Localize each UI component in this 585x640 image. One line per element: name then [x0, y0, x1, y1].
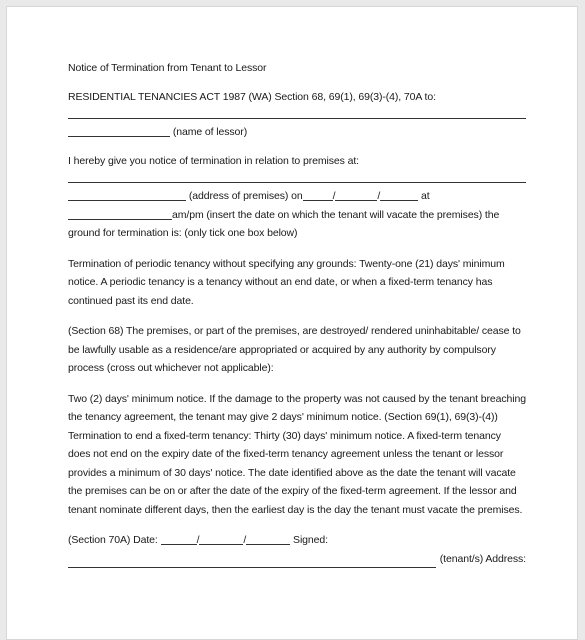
address-label: (address of premises) on [188, 190, 303, 202]
year-blank[interactable] [380, 188, 418, 201]
act-line: RESIDENTIAL TENANCIES ACT 1987 (WA) Section 68, 69(1), 69(3)-(4), 70A to: [68, 90, 436, 103]
date-separator: / [332, 190, 336, 202]
sign-day-blank[interactable] [161, 532, 197, 545]
periodic-paragraph: Termination of periodic tenancy without specifying any grounds: Twenty-one (21) days' minimum notice. A periodic tenancy is a tenancy without an end date, or when a fixed-term tenancy has continued past its end date. [68, 257, 505, 307]
address-blank[interactable] [68, 188, 186, 201]
ampm-text: am/pm (insert the date on which the tenant will vacate the premises) the [172, 208, 500, 221]
lessor-label: (name of lessor) [172, 126, 248, 138]
at-label: at [421, 190, 430, 202]
document-title: Notice of Termination from Tenant to Lessor [68, 62, 267, 74]
date-separator: / [196, 534, 200, 546]
notice-intro: I hereby give you notice of termination in relation to premises at: [68, 154, 359, 167]
month-blank[interactable] [332, 188, 377, 202]
date-separator: / [377, 190, 381, 202]
date-separator: / [243, 534, 247, 546]
sign-month-blank[interactable] [196, 532, 243, 546]
signed-label: Signed: [293, 534, 328, 546]
sign-year-blank[interactable] [246, 532, 290, 545]
ground-text: ground for termination is: (only tick one box below) [68, 227, 298, 239]
two-days-paragraph: Two (2) days' minimum notice. If the damage to the property was not caused by the tenant breaching the tenancy agreement, the tenant may give 2 days' minimum notice. (Section 69(1), 69(3)-(4)) Termination to end a fixed-term tenancy: Thirty (30) days' minimum notice. A fixed-term tenancy does not end on the expiry date of the fixed-term tenancy agreement unless the tenant or lessor provides a minimum of 30 days' notice. The date identified above as the date the tenant will vacate the premises can be on or after the date of the expiry of the fixed-term agreement. If the lessor and tenant nominate different days, then the earliest day is the day the tenant must vacate the premises. [68, 392, 526, 516]
tenant-address-label: (tenant/s) Address: [439, 552, 526, 565]
day-blank[interactable] [303, 188, 333, 201]
lessor-name-blank[interactable] [68, 124, 170, 137]
signature-line[interactable] [68, 555, 436, 568]
date-label: (Section 70A) Date: [68, 534, 158, 546]
recipient-line[interactable] [68, 106, 526, 119]
section68-paragraph: (Section 68) The premises, or part of the premises, are destroyed/ rendered uninhabitable/ cease to be lawfully usable as a residence/are appropriated or acquired by any authority by compulsory process (cross out whichever not applicable): [68, 325, 521, 374]
time-blank[interactable] [68, 207, 172, 220]
document-page [6, 6, 578, 640]
premises-line[interactable] [68, 170, 526, 183]
document-body [68, 59, 526, 568]
